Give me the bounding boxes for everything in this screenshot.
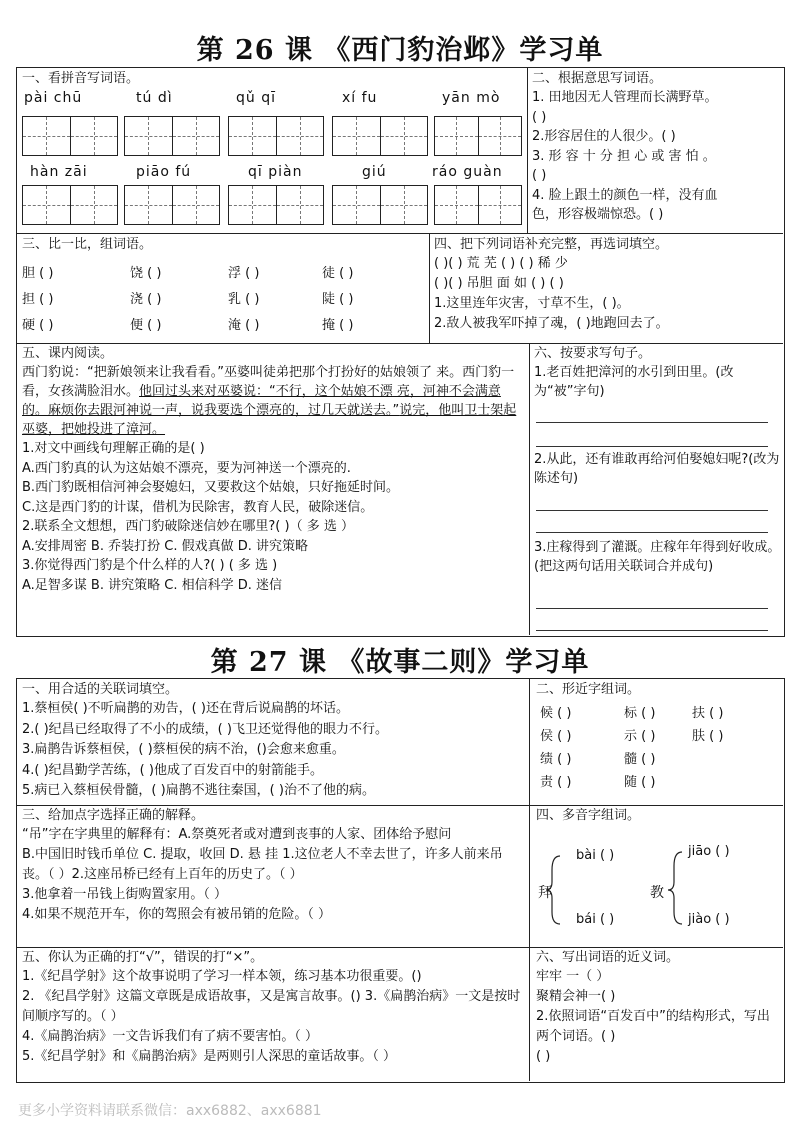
section-heading: 四、把下列词语补充完整，再选词填空。 [434, 237, 669, 252]
watermark-footer: 更多小学资料请联系微信：axx6882、axx6881 [18, 1103, 322, 1119]
section-heading: 六、写出词语的近义词。 [536, 950, 680, 965]
writing-grid[interactable] [22, 116, 118, 156]
judge-statement: 5.《纪昌学射》和《扁鹊治病》是两则引人深思的童话故事。（ ） [22, 1049, 397, 1064]
definition-question: 4.如果不规范开车，你的驾照会有被吊销的危险。（ ） [22, 907, 332, 922]
brace-jiao [668, 852, 682, 924]
section-synonyms [536, 949, 782, 1081]
question-line: 3. 形 容 十 分 担 心 或 害 怕 。 [532, 148, 716, 164]
rewrite-question-2 [534, 450, 782, 500]
section-heading: 六、按要求写句子。 [534, 346, 652, 361]
writing-grid[interactable] [228, 185, 324, 225]
synonym-blank[interactable]: 牢牢 一（ ） [536, 969, 610, 984]
polyphone-blank[interactable]: jiào ( ) [688, 912, 730, 927]
pinyin-8: qī piàn [248, 164, 303, 180]
answer-line[interactable] [536, 446, 768, 447]
lesson27-title: 第 27 课 《故事二则》学习单 [210, 647, 590, 678]
section-conjunctions [22, 681, 526, 805]
section-definitions [22, 807, 526, 945]
section-polyphone [536, 807, 782, 827]
word-blank[interactable]: 髓 ( ) [624, 752, 656, 767]
rewrite-question: 1.老百姓把漳河的水引到田里。(改为“被”字句) [534, 365, 734, 399]
reading-passage [22, 363, 526, 439]
section-heading: 一、用合适的关联词填空。 [22, 682, 179, 697]
answer-line[interactable] [536, 510, 768, 511]
pinyin-7: piāo fú [136, 164, 192, 180]
option-line: B.西门豹既相信河神会娶媳妇，又要救这个姑娘，只好拖延时间。 [22, 480, 400, 495]
word-blank[interactable]: 候 ( ) [540, 706, 572, 721]
structure-question: 2.依照词语“百发百中”的结构形式，写出两个词语。( ) [536, 1009, 770, 1044]
fill-sentence: 1.这里连年灾害，寸草不生，( )。 [434, 296, 630, 311]
section-complete-words [434, 236, 782, 340]
writing-grid[interactable] [434, 185, 522, 225]
section-heading: 四、多音字组词。 [536, 808, 641, 823]
section-heading: 三、给加点字选择正确的解释。 [22, 808, 205, 823]
option-line: C.这是西门豹的计谋，借机为民除害，教育人民，破除迷信。 [22, 499, 374, 515]
passage-text: 说完，他叫卫士架起巫婆，把她投进了漳河。 [22, 403, 517, 437]
section-reading [22, 345, 526, 637]
question-line: 2.联系全文想想，西门豹破除迷信妙在哪里?( )（ 多 选 ） [22, 519, 354, 534]
polyphone-blank[interactable]: jiāo ( ) [688, 844, 730, 859]
section-similar-chars [536, 681, 782, 701]
pinyin-4: xí fu [342, 90, 378, 106]
word-blank[interactable]: 绩 ( ) [540, 752, 572, 767]
lesson26-title: 第 26 课 《西门豹治邺》学习单 [196, 35, 604, 66]
word-blank[interactable]: 浮 ( ) [228, 266, 260, 281]
word-blank[interactable]: 浇 ( ) [130, 292, 162, 307]
answer-line[interactable] [536, 608, 768, 609]
writing-grid[interactable] [332, 116, 428, 156]
word-blank[interactable]: 侯 ( ) [540, 729, 572, 744]
rewrite-question: 3.庄稼得到了灌溉。庄稼年年得到好收成。(把这两句话用关联词合并成句) [534, 540, 781, 574]
rewrite-question-3 [534, 538, 782, 598]
writing-grid[interactable] [22, 185, 118, 225]
word-blank[interactable]: 便 ( ) [130, 318, 162, 333]
pinyin-9: giú [362, 164, 387, 180]
fill-sentence: 1.蔡桓侯( )不听扁鹊的劝告，( )还在背后说扁鹊的坏话。 [22, 701, 349, 716]
synonym-blank[interactable]: 聚精会神一( ) [536, 989, 616, 1004]
similar-chars-table [540, 702, 780, 802]
char-bai: 拜 [538, 885, 552, 901]
underlined-sentence: 他回过头来对巫婆说：“不行，这个姑娘不漂 亮，河神不会满意的。麻烦你去跟河神说一声，说我要选个漂亮的，过几天就送去。” [22, 384, 501, 418]
question-line: 3.你觉得西门豹是个什么样的人?( ) ( 多 选 ) [22, 558, 278, 573]
word-blank[interactable]: 陡 ( ) [322, 292, 354, 307]
option-line: A.足智多谋 B. 讲究策略 C. 相信科学 D. 迷信 [22, 577, 282, 593]
polyphone-blank[interactable]: bái ( ) [576, 912, 615, 927]
definition-text: B.中国旧时钱币单位 C. 提取，收回 D. 悬 挂 1.这位老人不幸去世了，许多人前来吊丧。（ ）2.这座吊桥已经有上百年的历史了。（ ） [22, 847, 503, 882]
section-heading: 五、课内阅读。 [22, 346, 114, 361]
answer-blank[interactable]: ( ) [532, 109, 547, 125]
pinyin-6: hàn zāi [30, 164, 88, 180]
writing-grid[interactable] [434, 116, 522, 156]
fill-sentence: 2.( )纪昌已经取得了不小的成绩，( )飞卫还觉得他的眼力不行。 [22, 721, 388, 737]
option-line: A.西门豹真的认为这姑娘不漂亮，要为河神送一个漂亮的. [22, 460, 351, 476]
pinyin-5: yān mò [442, 90, 501, 106]
word-blank[interactable]: 扶 ( ) [692, 706, 724, 721]
rewrite-question: 2.从此，还有谁敢再给河伯娶媳妇呢?(改为陈述句) [534, 452, 780, 486]
word-blank[interactable]: 掩 ( ) [322, 318, 354, 333]
question-line: 1.对文中画线句理解正确的是( ) [22, 441, 205, 456]
answer-blank[interactable]: ( ) [532, 168, 547, 183]
section-heading: 二、形近字组词。 [536, 682, 641, 697]
char-jiao: 教 [650, 885, 664, 901]
word-blank[interactable]: 饶 ( ) [130, 266, 162, 281]
idiom-blanks[interactable]: ( )( ) 荒 芜 ( ) ( ) 稀 少 [434, 256, 568, 271]
word-blank[interactable]: 肤 ( ) [692, 729, 724, 744]
judge-statement: 1.《纪昌学射》这个故事说明了学习一样本领，练习基本功很重要。() [22, 969, 422, 984]
definition-question: 3.他拿着一吊钱上街购置家用。（ ） [22, 887, 228, 902]
passage-text: 西门豹说：“把新娘领来让我看看。”巫婆叫徒弟把那个打扮好的姑娘领了 来。西门豹一看，女孩满脸泪水。 [22, 365, 515, 399]
definition-text: “吊”字在字典里的解释有：A.祭奠死者或对遭到丧事的人家、团体给予慰问 [22, 827, 452, 842]
polyphone-blank[interactable]: bài ( ) [576, 848, 615, 863]
compare-table [22, 262, 422, 342]
word-blank[interactable]: 硬 ( ) [22, 318, 54, 333]
word-blank[interactable]: 示 ( ) [624, 729, 656, 744]
section-heading: 一、看拼音写词语。 [22, 71, 140, 86]
word-blank[interactable]: 标 ( ) [624, 706, 656, 721]
option-line: A.安排周密 B. 乔装打扮 C. 假戏真做 D. 讲究策略 [22, 538, 308, 554]
writing-grid[interactable] [124, 185, 220, 225]
writing-grid[interactable] [228, 116, 324, 156]
writing-grid[interactable] [332, 185, 428, 225]
idiom-blanks[interactable]: ( )( ) 吊胆 面 如 ( ) ( ) [434, 276, 564, 291]
pinyin-2: tú dì [136, 90, 173, 106]
question-line: 4. 脸上跟土的颜色一样，没有血 [532, 187, 718, 203]
judge-statement: 2. 《纪昌学射》这篇文章既是成语故事，又是寓言故事。() 3.《扁鹊治病》一文是按时间顺序写的。（ ） [22, 989, 521, 1024]
pinyin-3: qǔ qī [236, 90, 276, 106]
answer-blank[interactable]: ( ) [536, 1049, 551, 1064]
pinyin-1: pài chū [24, 90, 83, 106]
fill-sentence: 5.病已入蔡桓侯骨髓，( )扁鹊不逃往秦国，( )治不了他的病。 [22, 783, 375, 798]
word-blank[interactable]: 徒 ( ) [322, 266, 354, 281]
answer-line[interactable] [536, 422, 768, 423]
section-meaning-words [532, 70, 782, 230]
section-true-false [22, 949, 526, 1081]
section-heading: 三、比一比，组词语。 [22, 237, 153, 252]
word-blank[interactable]: 责 ( ) [540, 775, 572, 790]
judge-statement: 4.《扁鹊治病》一文告诉我们有了病不要害怕。（ ） [22, 1029, 319, 1044]
word-blank[interactable]: 胆 ( ) [22, 266, 54, 281]
question-line: 色，形容极端惊恐。( ) [532, 207, 664, 222]
question-line: 2.形容居住的人很少。( ) [532, 129, 676, 144]
word-blank[interactable]: 担 ( ) [22, 292, 54, 307]
section-heading: 二、根据意思写词语。 [532, 71, 663, 86]
fill-sentence: 4.( )纪昌勤学苦练，( )他成了百发百中的射箭能手。 [22, 762, 323, 778]
fill-sentence: 3.扁鹊告诉蔡桓侯，( )蔡桓侯的病不治，()会愈来愈重。 [22, 742, 345, 757]
word-blank[interactable]: 乳 ( ) [228, 292, 260, 307]
section-heading: 五、你认为正确的打“√”，错误的打“×”。 [22, 950, 264, 965]
answer-line[interactable] [536, 532, 768, 533]
answer-line[interactable] [536, 630, 768, 631]
fill-sentence: 2.敌人被我军吓掉了魂，( )地跑回去了。 [434, 316, 669, 331]
word-blank[interactable]: 随 ( ) [624, 775, 656, 790]
pinyin-10: ráo guàn [432, 164, 503, 180]
writing-grid[interactable] [124, 116, 220, 156]
word-blank[interactable]: 淹 ( ) [228, 318, 260, 333]
question-line: 1. 田地因无人管理而长满野草。 [532, 90, 718, 105]
